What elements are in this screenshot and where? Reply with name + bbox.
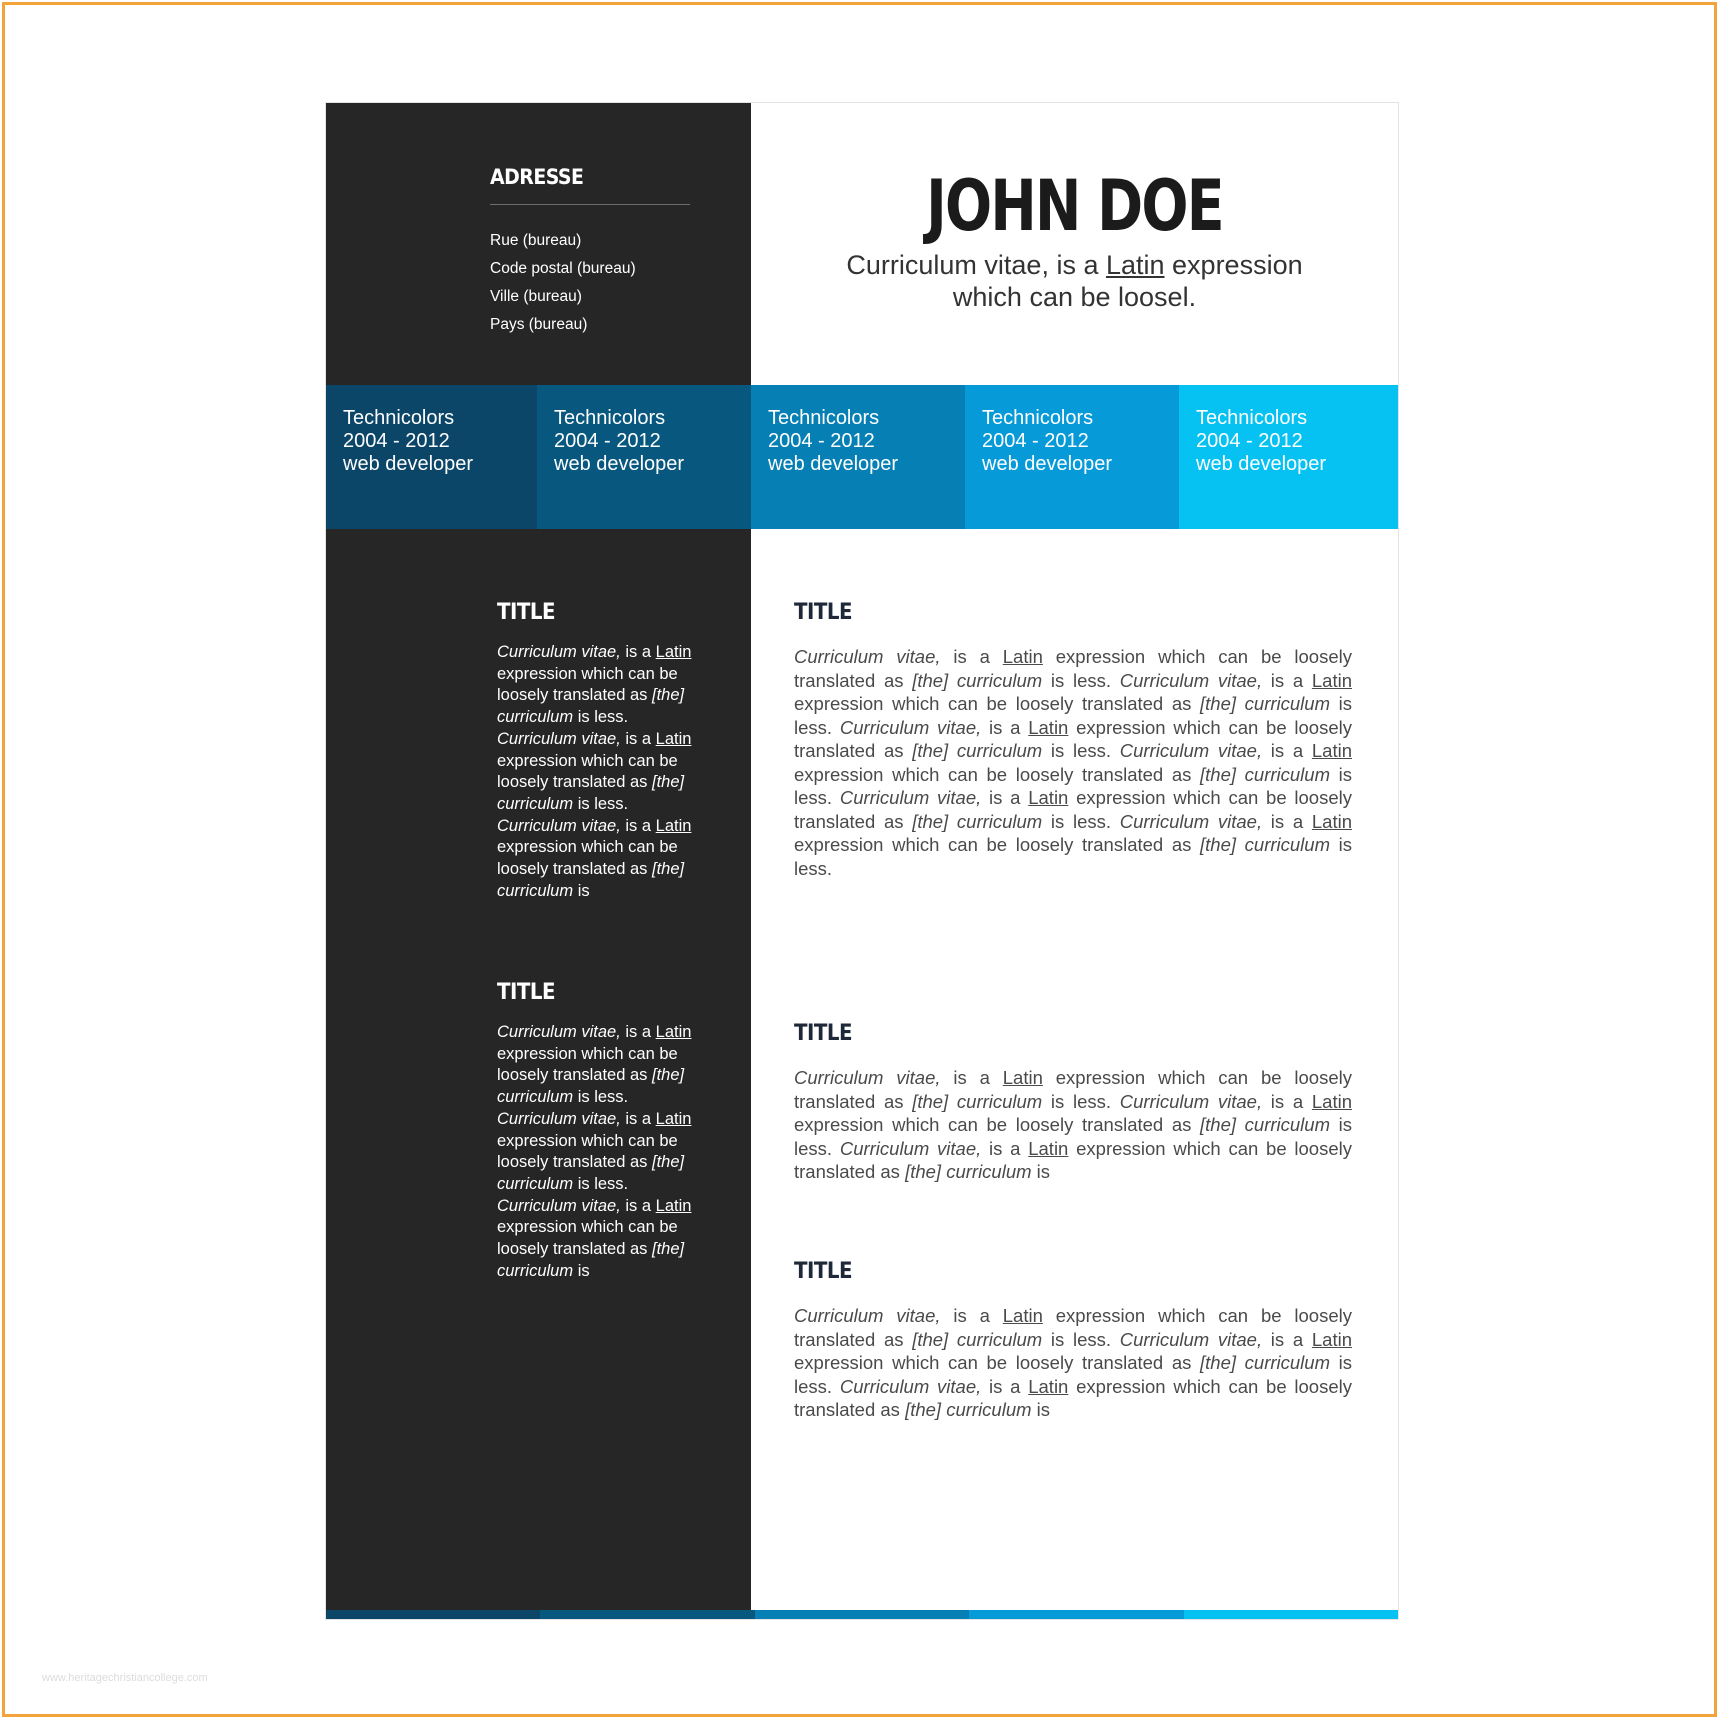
text-fragment: Latin xyxy=(655,1196,692,1215)
person-name: JOHN DOE xyxy=(926,165,1223,247)
text-fragment: Latin xyxy=(1311,810,1352,832)
timeline-years: 2004 - 2012 xyxy=(982,430,1089,452)
address-heading: ADRESSE xyxy=(490,165,584,189)
text-fragment: [the] curriculum xyxy=(497,860,685,900)
text-fragment: Latin xyxy=(1002,646,1043,667)
text-fragment: Latin xyxy=(1028,1137,1069,1159)
timeline-item xyxy=(537,385,751,529)
text-fragment: [the] curriculum xyxy=(1200,763,1330,785)
section-title: TITLE xyxy=(794,1021,852,1046)
text-fragment: [the] curriculum xyxy=(497,773,685,813)
text-fragment: Curriculum vitae, xyxy=(497,1196,621,1215)
timeline-company: Technicolors xyxy=(1196,407,1308,429)
tagline-text-end: expression xyxy=(1164,250,1303,280)
text-fragment: is xyxy=(573,881,590,900)
text-fragment: Latin xyxy=(1002,1305,1043,1326)
text-fragment: is less. xyxy=(1042,669,1112,691)
text-fragment: is less. xyxy=(573,1174,629,1193)
address-lines xyxy=(490,227,690,339)
text-fragment: expression which can be loosely translated as xyxy=(794,1137,1352,1182)
text-fragment: [the] curriculum xyxy=(912,669,1043,691)
text-fragment: is a xyxy=(620,729,656,748)
right-section-3 xyxy=(794,1259,1352,1422)
text-fragment: Curriculum vitae, xyxy=(497,1109,621,1128)
section-body xyxy=(497,1022,707,1282)
text-fragment: Latin xyxy=(1028,716,1069,738)
text-fragment: is less. xyxy=(573,1088,629,1107)
text-fragment: Latin xyxy=(655,729,692,748)
text-fragment: Curriculum vitae, xyxy=(794,1067,941,1088)
text-fragment: expression which can be loosely translated as xyxy=(497,664,678,705)
right-section-1 xyxy=(794,600,1352,880)
text-fragment: Latin xyxy=(1028,787,1069,808)
text-fragment: Latin xyxy=(655,1109,692,1128)
timeline-company: Technicolors xyxy=(343,407,455,429)
timeline-role: web developer xyxy=(768,453,899,475)
right-section-2 xyxy=(794,1021,1352,1184)
section-title: TITLE xyxy=(794,1259,852,1284)
resume-page xyxy=(326,103,1398,1619)
text-fragment: Curriculum vitae, xyxy=(497,643,621,661)
timeline-role: web developer xyxy=(554,453,685,475)
text-fragment: [the] curriculum xyxy=(497,686,685,727)
text-fragment: expression which can be loosely translated as xyxy=(794,693,1201,714)
text-fragment: is less. xyxy=(794,1114,1352,1159)
text-fragment: Curriculum vitae, xyxy=(1119,1090,1263,1112)
text-fragment: is a xyxy=(620,1109,656,1128)
text-fragment: is a xyxy=(1262,1328,1312,1350)
tagline-latin: Latin xyxy=(1105,250,1165,280)
text-fragment: Curriculum vitae, xyxy=(1119,669,1263,691)
address-line-street: Rue (bureau) xyxy=(490,232,582,249)
text-fragment: is a xyxy=(940,646,1003,667)
text-fragment: expression which can be loosely translated as xyxy=(794,1352,1201,1373)
stripe-segment xyxy=(1184,1610,1398,1619)
timeline-years: 2004 - 2012 xyxy=(554,430,661,452)
text-fragment: [the] curriculum xyxy=(912,1090,1043,1112)
tagline-text: Curriculum vitae, is a xyxy=(846,250,1106,280)
text-fragment: is a xyxy=(1262,1090,1312,1112)
text-fragment: is a xyxy=(1262,740,1312,761)
bottom-color-stripe xyxy=(326,1610,1398,1619)
timeline-item xyxy=(1179,385,1398,529)
text-fragment: [the] curriculum xyxy=(912,1328,1043,1350)
text-fragment: expression which can be loosely translated as xyxy=(794,646,1352,691)
text-fragment: Curriculum vitae, xyxy=(497,1023,621,1041)
text-fragment: expression which can be loosely translated as xyxy=(794,716,1352,761)
timeline-role: web developer xyxy=(343,453,474,475)
section-body xyxy=(497,642,707,902)
section-title: TITLE xyxy=(794,600,852,625)
text-fragment: Curriculum vitae, xyxy=(839,787,982,808)
text-fragment: expression which can be loosely translated as xyxy=(794,1067,1352,1112)
text-fragment: Latin xyxy=(1311,669,1352,691)
text-fragment: Latin xyxy=(1311,1328,1352,1350)
timeline-item xyxy=(326,385,537,529)
text-fragment: expression which can be loosely translated as xyxy=(794,834,1201,855)
text-fragment: [the] curriculum xyxy=(497,1153,685,1193)
section-title: TITLE xyxy=(497,980,555,1005)
section-title: TITLE xyxy=(497,600,555,625)
timeline-company: Technicolors xyxy=(554,407,666,429)
stripe-segment xyxy=(540,1610,754,1619)
left-section-1 xyxy=(497,600,707,902)
text-fragment: expression which can be loosely translated as xyxy=(497,1131,678,1172)
text-fragment: is xyxy=(573,1261,590,1280)
text-fragment: Latin xyxy=(1311,740,1352,761)
text-fragment: [the] curriculum xyxy=(1200,1352,1330,1373)
section-body xyxy=(794,645,1352,880)
text-fragment: is a xyxy=(940,1067,1003,1088)
watermark: www.heritagechristiancollege.com xyxy=(42,1672,208,1684)
tagline xyxy=(751,249,1398,313)
address-block xyxy=(490,165,690,339)
text-fragment: is less. xyxy=(1042,1328,1112,1350)
text-fragment: is a xyxy=(620,1196,656,1215)
text-fragment: [the] curriculum xyxy=(1200,693,1330,714)
text-fragment: is xyxy=(1031,1399,1051,1420)
text-fragment: is less. xyxy=(794,1352,1352,1397)
text-fragment: is less. xyxy=(1042,740,1112,761)
stripe-segment xyxy=(969,1610,1183,1619)
text-fragment: Latin xyxy=(1002,1067,1043,1088)
tagline-line-2: which can be loosel. xyxy=(952,282,1197,312)
timeline-years: 2004 - 2012 xyxy=(1196,430,1303,452)
text-fragment: Curriculum vitae, xyxy=(839,1137,982,1159)
text-fragment: Curriculum vitae, xyxy=(1119,1328,1263,1350)
stripe-segment xyxy=(326,1610,540,1619)
text-fragment: is a xyxy=(981,787,1029,808)
address-line-country: Pays (bureau) xyxy=(490,316,588,333)
text-fragment: Latin xyxy=(1311,1090,1352,1112)
text-fragment: is a xyxy=(620,1023,656,1041)
text-fragment: [the] curriculum xyxy=(1200,834,1330,855)
text-fragment: is less. xyxy=(573,708,629,727)
text-fragment: expression which can be loosely translated as xyxy=(497,1044,678,1085)
text-fragment: Latin xyxy=(1028,1375,1069,1397)
timeline-company: Technicolors xyxy=(982,407,1094,429)
section-body xyxy=(794,1066,1352,1184)
text-fragment: expression which can be loosely translated as xyxy=(794,787,1352,832)
text-fragment: Latin xyxy=(655,816,692,835)
text-fragment: is less. xyxy=(794,834,1352,879)
timeline-item xyxy=(965,385,1179,529)
resume-header xyxy=(751,163,1398,313)
text-fragment: expression which can be loosely translated as xyxy=(497,1218,678,1259)
stripe-segment xyxy=(755,1610,969,1619)
text-fragment: is less. xyxy=(794,693,1352,738)
text-fragment: is a xyxy=(981,1375,1029,1397)
text-fragment: [the] curriculum xyxy=(1200,1114,1330,1135)
text-fragment: is a xyxy=(981,716,1029,738)
text-fragment: is less. xyxy=(1042,1090,1112,1112)
timeline-company: Technicolors xyxy=(768,407,880,429)
text-fragment: Curriculum vitae, xyxy=(497,816,621,835)
text-fragment: [the] curriculum xyxy=(905,1161,1032,1182)
timeline-role: web developer xyxy=(982,453,1113,475)
timeline-years: 2004 - 2012 xyxy=(768,430,875,452)
text-fragment: expression which can be loosely translated as xyxy=(794,763,1201,785)
text-fragment: is less. xyxy=(1042,810,1112,832)
address-divider xyxy=(490,204,690,205)
text-fragment: is less. xyxy=(794,763,1352,808)
text-fragment: is a xyxy=(1262,810,1312,832)
address-line-city: Ville (bureau) xyxy=(490,288,582,305)
text-fragment: Latin xyxy=(655,643,692,661)
text-fragment: Curriculum vitae, xyxy=(839,1375,982,1397)
text-fragment: expression which can be loosely translated as xyxy=(794,1114,1201,1135)
text-fragment: expression which can be loosely translated as xyxy=(497,751,678,792)
text-fragment: is a xyxy=(1262,669,1312,691)
text-fragment: expression which can be loosely translated as xyxy=(794,1305,1352,1350)
text-fragment: [the] curriculum xyxy=(497,1240,685,1280)
text-fragment: is a xyxy=(940,1305,1003,1326)
text-fragment: Curriculum vitae, xyxy=(794,1305,941,1326)
text-fragment: expression which can be loosely translated as xyxy=(794,1375,1352,1420)
text-fragment: [the] curriculum xyxy=(497,1066,685,1107)
text-fragment: Curriculum vitae, xyxy=(1119,810,1263,832)
text-fragment: [the] curriculum xyxy=(912,740,1043,761)
timeline-item xyxy=(751,385,965,529)
text-fragment: [the] curriculum xyxy=(905,1399,1032,1420)
text-fragment: is a xyxy=(981,1137,1029,1159)
text-fragment: is a xyxy=(620,643,656,661)
section-body xyxy=(794,1304,1352,1422)
text-fragment: expression which can be loosely translated as xyxy=(497,838,678,879)
text-fragment: Curriculum vitae, xyxy=(794,646,941,667)
timeline-years: 2004 - 2012 xyxy=(343,430,450,452)
text-fragment: Curriculum vitae, xyxy=(1119,740,1263,761)
text-fragment: is a xyxy=(620,816,656,835)
experience-timeline xyxy=(326,385,1398,529)
text-fragment: Latin xyxy=(655,1023,692,1041)
left-section-2 xyxy=(497,980,707,1282)
text-fragment: is less. xyxy=(573,794,629,813)
text-fragment: Curriculum vitae, xyxy=(497,729,621,748)
text-fragment: [the] curriculum xyxy=(912,810,1043,832)
address-line-postal: Code postal (bureau) xyxy=(490,260,636,277)
timeline-role: web developer xyxy=(1196,453,1327,475)
text-fragment: Curriculum vitae, xyxy=(839,716,982,738)
text-fragment: is xyxy=(1031,1161,1051,1182)
